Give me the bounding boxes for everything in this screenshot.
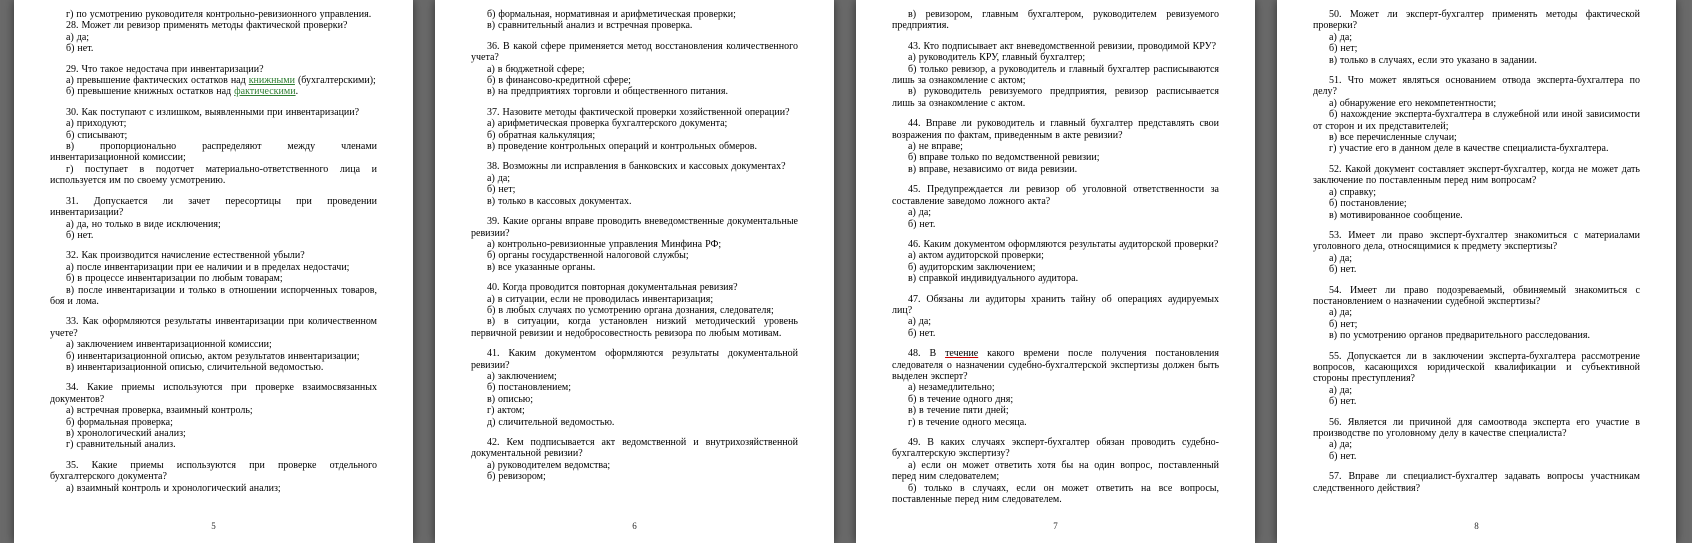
paragraph: б) в процессе инвентаризации по любым товарам;	[66, 273, 283, 285]
paragraph: 36. В какой сфере применяется метод восстановления количественного учета?	[471, 40, 798, 64]
paragraph: б) аудиторским заключением;	[908, 261, 1036, 273]
red-marked-word: течение	[945, 348, 979, 360]
paragraph: б) инвентаризационной описью, актом результатов инвентаризации;	[66, 350, 360, 362]
paragraph: 35. Какие приемы используются при проверке отдельного бухгалтерского документа?	[50, 459, 377, 483]
paragraph: 47. Обязаны ли аудиторы хранить тайну об операциях аудируемых лиц?	[892, 293, 1219, 316]
paragraph: 32. Как производится начисление естественной убыли?	[66, 250, 305, 262]
paragraph: а) да;	[1329, 439, 1353, 451]
paragraph: а) если он может ответить хотя бы на один вопрос, поставленный перед ним следователем;	[892, 459, 1219, 483]
paragraph: б) постановление;	[1329, 198, 1407, 210]
paragraph: а) да;	[1329, 384, 1353, 396]
paragraph: а) контрольно-ревизионные управления Минфина РФ;	[487, 238, 722, 250]
paragraph: 31. Допускается ли зачет пересортицы при проведении инвентаризации?	[50, 195, 377, 219]
paragraph: б) органы государственной налоговой службы;	[487, 250, 689, 262]
paragraph: а) руководителем ведомства;	[487, 459, 611, 471]
paragraph: а) не вправе;	[908, 141, 963, 153]
paragraph: а) взаимный контроль и хронологический анализ;	[66, 482, 281, 494]
page-text	[892, 9, 1219, 505]
paragraph: 44. Вправе ли руководитель и главный бухгалтер представлять свои возражения по фактам, приведенным в акте ревизии?	[892, 118, 1219, 141]
paragraph: 39. Какие органы вправе проводить вневедомственные документальные ревизии?	[471, 216, 798, 239]
paragraph: б) в финансово-кредитной сфере;	[487, 75, 631, 87]
page-text	[471, 9, 798, 483]
paragraph: г) по усмотрению руководителя контрольно-ревизионного управления.	[66, 9, 372, 20]
page-number: 8	[1474, 521, 1479, 531]
paragraph: 57. Вправе ли специалист-бухгалтер задавать вопросы участникам следственного действия?	[1313, 471, 1640, 494]
paragraph: б) списывают;	[66, 129, 128, 141]
paragraph: в) только в случаях, если это указано в задании.	[1329, 54, 1537, 66]
paragraph: 37. Назовите методы фактической проверки хозяйственной операции?	[487, 106, 790, 118]
paragraph: а) да, но только в виде исключения;	[66, 218, 221, 230]
page-number: 5	[211, 521, 216, 531]
paragraph: в) в течение пяти дней;	[908, 405, 1009, 417]
paragraph: б) нахождение эксперта-бухгалтера в служебной или иной зависимости от сторон и их представителей;	[1313, 109, 1640, 132]
paragraph: в) только в кассовых документах.	[487, 195, 632, 207]
paragraph: б) нет.	[1329, 450, 1357, 462]
paragraph: 56. Является ли причиной для самоотвода эксперта его участие в производстве по уголовному делу в качестве специалиста?	[1313, 416, 1640, 439]
paragraph: в) в ситуации, когда установлен низкий методический уровень первичной ревизии и недобросовестность ревизора по любым мотивам.	[471, 316, 798, 339]
paragraph: б) нет.	[66, 229, 94, 241]
paragraph: в) справкой индивидуального аудитора.	[908, 273, 1079, 285]
paragraph: 55. Допускается ли в заключении эксперта-бухгалтера рассмотрение вопросов, касающихся юридической квалификации и субъективной стороны преступления?	[1313, 350, 1640, 385]
paragraph: б) формальная, нормативная и арифметическая проверки;	[487, 9, 736, 20]
paragraph: 40. Когда проводится повторная документальная ревизия?	[487, 282, 738, 294]
paragraph: а) руководитель КРУ, главный бухгалтер;	[908, 52, 1086, 64]
paragraph: а) после инвентаризации при ее наличии и в пределах недостачи;	[66, 261, 350, 273]
paragraph: а) да;	[908, 207, 932, 219]
paragraph: 41. Каким документом оформляются результаты документальной ревизии?	[471, 348, 798, 371]
paragraph: а) встречная проверка, взаимный контроль;	[66, 405, 253, 417]
paragraph: в) пропорционально распределяют между членами инвентаризационной комиссии;	[50, 141, 377, 164]
paragraph: в) вправе, независимо от вида ревизии.	[908, 163, 1078, 175]
paragraph: 28. Может ли ревизор применять методы фактической проверки?	[66, 20, 348, 32]
document-page[interactable]	[435, 0, 834, 543]
document-page[interactable]	[856, 0, 1255, 543]
paragraph: б) нет;	[1329, 318, 1358, 330]
paragraph: б) обратная калькуляция;	[487, 129, 596, 141]
paragraph: б) только ревизор, а руководитель и главный бухгалтер расписываются лишь за ознакомление с актом;	[892, 63, 1219, 87]
paragraph: в) все указанные органы.	[487, 261, 596, 273]
paragraph: б) нет.	[908, 218, 936, 230]
paragraph: б) в течение одного дня;	[908, 393, 1014, 405]
paragraph: в) ревизором, главным бухгалтером, руководителем ревизуемого предприятия.	[892, 9, 1219, 32]
paragraph: б) нет;	[487, 184, 516, 196]
paragraph: а) актом аудиторской проверки;	[908, 250, 1044, 262]
paragraph: в) хронологический анализ;	[66, 428, 186, 439]
paragraph: б) формальная проверка;	[66, 416, 173, 428]
paragraph: а) обнаружение его некомпетентности;	[1329, 97, 1497, 109]
green-marked-word: книжными	[248, 75, 295, 87]
page-text	[50, 9, 377, 494]
paragraph: 30. Как поступают с излишком, выявленными при инвентаризации?	[66, 106, 360, 118]
paragraph: в) все перечисленные случаи;	[1329, 132, 1457, 144]
paragraph: в) описью;	[487, 393, 534, 405]
paragraph: а) в бюджетной сфере;	[487, 63, 585, 75]
paragraph: а) справку;	[1329, 186, 1377, 198]
paragraph: в) сравнительный анализ и встречная проверка.	[487, 20, 693, 32]
paragraph: г) актом;	[487, 405, 525, 417]
paragraph: б) ревизором;	[487, 471, 546, 483]
paragraph: 49. В каких случаях эксперт-бухгалтер обязан проводить судебно-бухгалтерскую экспертизу?	[892, 437, 1219, 460]
page-text	[1313, 9, 1640, 494]
paragraph: 33. Как оформляются результаты инвентаризации при количественном учете?	[50, 316, 377, 339]
paragraph: б) вправе только по ведомственной ревизии;	[908, 152, 1100, 164]
paragraph: б) только в случаях, если он может ответить на все вопросы, поставленные перед ним следователем.	[892, 482, 1219, 506]
paragraph: а) превышение фактических остатков над книжными (бухгалтерскими);	[66, 75, 376, 87]
paragraph: в) на предприятиях торговли и общественного питания.	[487, 86, 728, 98]
paragraph: а) арифметическая проверка бухгалтерского документа;	[487, 118, 728, 130]
paragraph: а) в ситуации, если не проводилась инвентаризация;	[487, 293, 714, 305]
paragraph: г) поступает в подотчет материально-ответственного лица и используется им по своему усмотрению.	[50, 163, 377, 187]
paragraph: а) да;	[1329, 252, 1353, 264]
paragraph: а) заключением инвентаризационной комиссии;	[66, 339, 272, 351]
paragraph: 46. Каким документом оформляются результаты аудиторской проверки?	[908, 238, 1219, 250]
paragraph: б) нет;	[1329, 43, 1358, 55]
paragraph: д) сличительной ведомостью.	[487, 416, 615, 428]
paragraph: 29. Что такое недостача при инвентаризации?	[66, 63, 264, 75]
page-number: 7	[1053, 521, 1058, 531]
paragraph: 45. Предупреждается ли ревизор об уголовной ответственности за составление заведомо ложного акта?	[892, 184, 1219, 207]
paragraph: 42. Кем подписывается акт ведомственной и внутрихозяйственной документальной ревизии?	[471, 437, 798, 460]
paragraph: б) нет.	[908, 327, 936, 339]
paragraph: б) нет.	[1329, 396, 1357, 408]
paragraph: а) приходуют;	[66, 118, 127, 130]
paragraph: а) заключением;	[487, 370, 557, 382]
paragraph: а) да;	[1329, 31, 1353, 43]
paragraph: а) незамедлительно;	[908, 382, 995, 394]
paragraph: 43. Кто подписывает акт вневедомственной ревизии, проводимой КРУ?	[908, 40, 1217, 52]
paragraph: а) да;	[1329, 307, 1353, 319]
paragraph: 50. Может ли эксперт-бухгалтер применять методы фактической проверки?	[1313, 9, 1640, 32]
paragraph: г) сравнительный анализ.	[66, 439, 176, 451]
paragraph: 52. Какой документ составляет эксперт-бухгалтер, когда не может дать заключение по поставленным перед ним вопросам?	[1313, 163, 1640, 187]
document-page[interactable]	[1277, 0, 1676, 543]
paragraph: 51. Что может являться основанием отвода эксперта-бухгалтера по делу?	[1313, 75, 1640, 98]
document-page[interactable]	[14, 0, 413, 543]
paragraph: в) проведение контрольных операций и контрольных обмеров.	[487, 141, 758, 153]
paragraph: в) руководитель ревизуемого предприятия, ревизор расписывается лишь за ознакомление с актом.	[892, 86, 1219, 109]
green-marked-word: фактическими	[234, 86, 296, 98]
paragraph: в) мотивированное сообщение.	[1329, 209, 1463, 221]
paragraph: 54. Имеет ли право подозреваемый, обвиняемый знакомиться с постановлением о назначении судебной экспертизы?	[1313, 284, 1640, 307]
paragraph: а) да;	[908, 316, 932, 328]
paragraph: б) нет.	[1329, 264, 1357, 276]
paragraph: 53. Имеет ли право эксперт-бухгалтер знакомиться с материалами уголовного дела, относящимися к предмету экспертизы?	[1313, 229, 1640, 253]
paragraph: а) да;	[66, 31, 90, 43]
paragraph: 34. Какие приемы используются при проверке взаимосвязанных документов?	[50, 382, 377, 405]
paragraph: в) инвентаризационной описью, сличительной ведомостью.	[66, 361, 324, 373]
paragraph: б) превышение книжных остатков над фактическими.	[66, 86, 299, 98]
paragraph: г) в течение одного месяца.	[908, 416, 1027, 428]
paragraph: б) постановлением;	[487, 382, 572, 394]
paragraph: в) по усмотрению органов предварительного расследования.	[1329, 330, 1590, 342]
paragraph: 38. Возможны ли исправления в банковских и кассовых документах?	[487, 161, 786, 173]
paragraph: б) нет.	[66, 43, 94, 55]
paragraph: в) после инвентаризации и только в отношении испорченных товаров, боя и лома.	[50, 284, 377, 307]
paragraph: г) участие его в данном деле в качестве специалиста-бухгалтера.	[1329, 143, 1609, 155]
page-number: 6	[632, 521, 637, 531]
paragraph: б) в любых случаях по усмотрению органа дознания, следователя;	[487, 304, 774, 316]
paragraph: 48. В течение какого времени после получения постановления следователя о назначении судебно-бухгалтерской экспертизы должен быть выделен эксперт?	[892, 348, 1220, 382]
paragraph: а) да;	[487, 172, 511, 184]
